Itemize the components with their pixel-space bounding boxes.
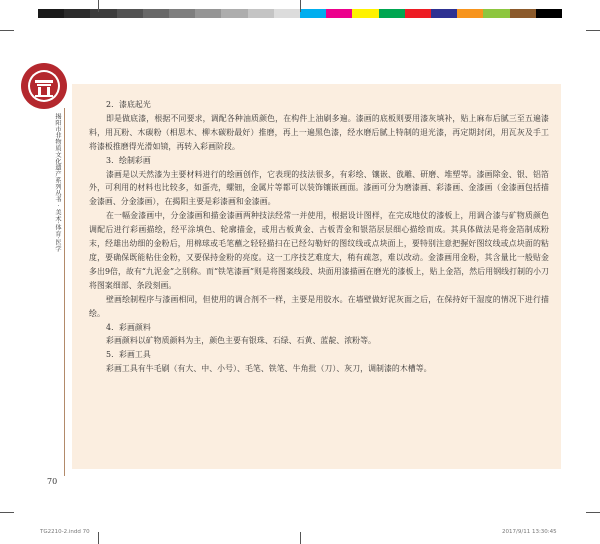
color-swatch [431,9,457,18]
section-heading: 4．彩画颜料 [106,322,151,332]
color-swatch [300,9,326,18]
color-swatch [457,9,483,18]
body-paragraph: 即是做底漆，根据不同要求，调配各种油质颜色，在构件上油刷多遍。漆画的底板则要用漆灰填补，贴上麻布后腻三至五遍漆料，用瓦粉、木碳粉（相思木、柳木碳粉最好）推磨，再上一遍黑色漆，经水磨后腻上特制的退光漆，再定期封闭，用瓦灰及手工将漆板推磨得光滑如镜，再转入彩画阶段。 [89,113,549,151]
crop-mark [98,532,99,544]
article-content [89,98,549,376]
body-paragraph: 漆画是以天然漆为主要材料进行的绘画创作，它表现的技法很多，有彩绘、镶嵌、戗雕、研磨、堆塑等。漆画除金、银、铝箔外，可利用的材料也比较多，如蛋壳，螺钿，金属片等都可以装饰镶嵌画面。漆画可分为磨漆画、彩漆画、金漆画（金漆画包括描金漆画、分金漆画），在揭阳主要是彩漆画和金漆画。 [89,169,549,207]
sidebar-divider [64,108,65,476]
crop-mark [586,30,600,31]
section-heading: 2．漆底起光 [106,100,151,109]
color-swatch [90,9,116,18]
crop-mark [586,512,600,513]
color-swatch [379,9,405,18]
body-paragraph: 在一幅金漆画中，分金漆画和描金漆画两种技法经常一并使用，根据设计图样，在完成地仗的漆板上，用调合漆与矿物质颜色调配后进行彩画描绘，经平涂填色、轮廓描金，或用古板黄金、古板青金和银箔层层细心描绘而成。其具体做法是将金箔制成粉末，经雄出幼细的金粉后，用棉球或毛笔蘸之轻轻描扫在已经勾勒好的图纹线或点块面上，要特别注意把握好图纹线或点块面的粘度，要确保既能粘住金粉，又要保持金粉的亮度。这一工序技艺难度大，稍有疏忽，难以改动。金漆画用金粉，其含量比一般贴金多出9倍，故有“九泥金”之别称。而“铁笔漆画”则是将图案线段、块面用漆描画在磨光的漆板上，贴上金箔，然后用钢线打制的小刀将图案细部、条段刻画。 [89,211,549,290]
color-swatch [221,9,247,18]
color-swatch [405,9,431,18]
color-swatch [352,9,378,18]
color-swatch [274,9,300,18]
crop-mark [300,532,301,544]
crop-mark [0,30,14,31]
crop-mark [0,512,14,513]
color-swatch [38,9,64,18]
crop-mark [300,0,301,12]
color-swatch [326,9,352,18]
emblem-logo-icon [20,62,68,110]
color-swatch [143,9,169,18]
body-paragraph: 壁画绘制程序与漆画相同，但使用的调合剂不一样，主要是用胶水。在墙壁做好泥灰面之后，在保持好干湿度的情况下进行描绘。 [89,294,549,318]
color-swatch [510,9,536,18]
page-number: 70 [47,477,58,486]
color-swatch [64,9,90,18]
section-heading: 5．彩画工具 [106,350,151,360]
color-swatch [195,9,221,18]
color-swatch [169,9,195,18]
section-heading: 3．绘制彩画 [106,155,151,165]
series-vertical-title: 揭阳市非物质文化遗产系列丛书 · 美术·体育·医学 [54,113,61,252]
color-swatch [483,9,509,18]
body-paragraph: 彩画工具有牛毛刷（有大、中、小号）、毛笔、铁笔、牛角批（刀）、灰刀，调制漆的木槽等。 [106,364,432,374]
color-swatch [248,9,274,18]
color-swatch [117,9,143,18]
print-slug-filename: TG2210-2.indd 70 [40,529,90,535]
color-swatch [536,9,562,18]
body-paragraph: 彩画颜料以矿物质颜料为主，颜色主要有银珠、石绿、石黄、蓝靛、浓粉等。 [106,336,376,346]
print-slug-timestamp: 2017/9/11 13:30:45 [502,529,557,535]
crop-mark [98,0,99,12]
